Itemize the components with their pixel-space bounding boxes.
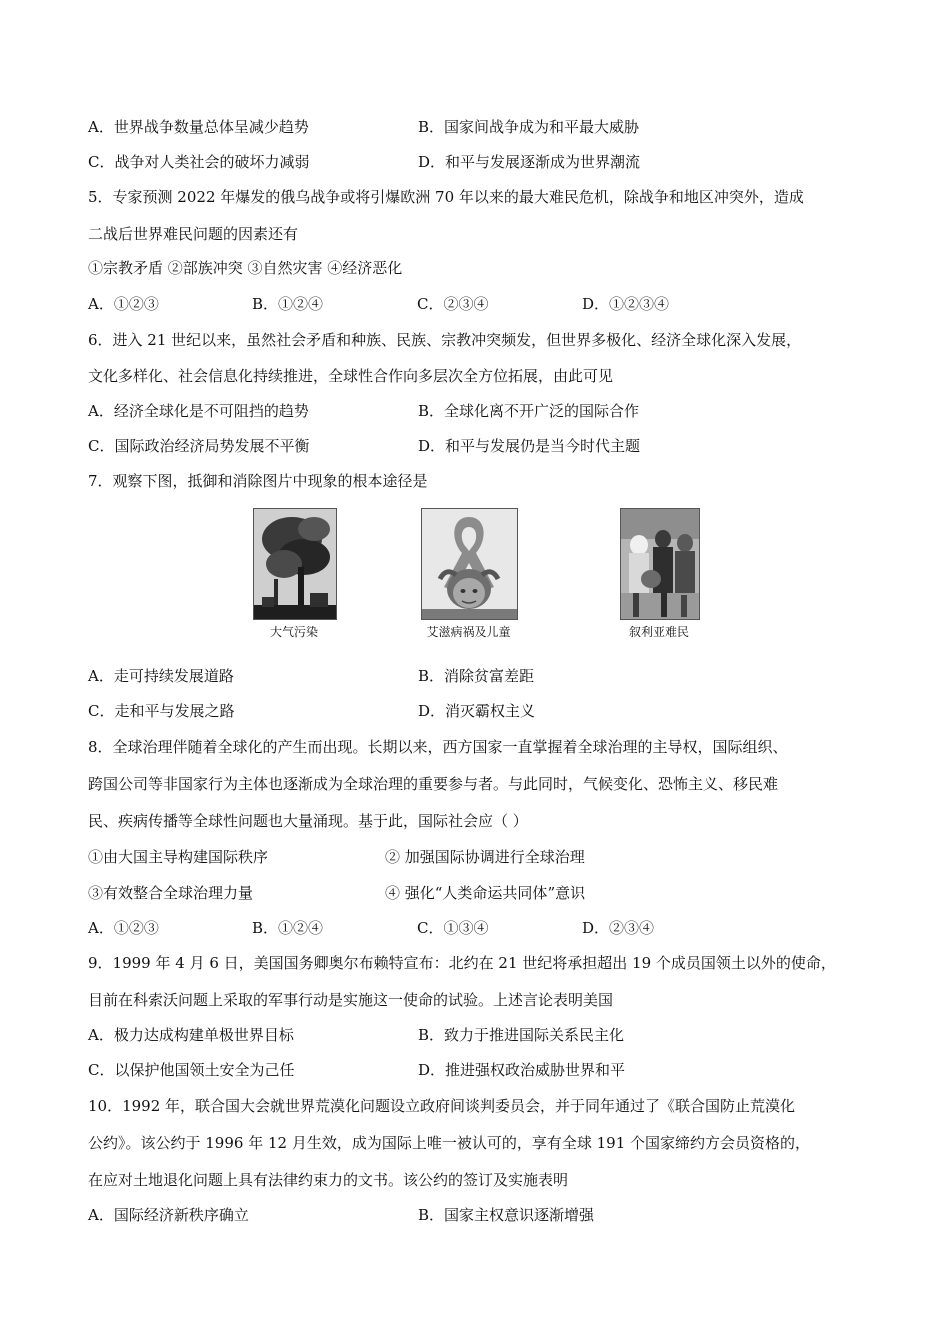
q7-stem: 7．观察下图，抵御和消除图片中现象的根本途径是	[88, 472, 428, 490]
photo-air-pollution	[253, 508, 337, 620]
q6-options-row-1	[88, 401, 640, 421]
photo-syrian-refugees	[620, 508, 700, 620]
q7-option-a: A．走可持续发展道路	[88, 667, 234, 685]
q5-items: ①宗教矛盾 ②部族冲突 ③自然灾害 ④经济恶化	[88, 259, 403, 277]
q6-option-a: A．经济全球化是不可阻挡的趋势	[88, 402, 309, 420]
q10-stem-line-2: 公约》。该公约于 1996 年 12 月生效，成为国际上唯一被认可的，享有全球 191 个国家缔约方会员资格的，	[88, 1134, 811, 1152]
q9-option-d: D．推进强权政治威胁世界和平	[418, 1061, 626, 1079]
q4-option-c: C．战争对人类社会的破坏力减弱	[88, 153, 310, 171]
q7-option-d: D．消灭霸权主义	[418, 702, 536, 720]
q5-stem-line-2: 二战后世界难民问题的因素还有	[88, 225, 299, 243]
q8-stem-line-1: 8．全球治理伴随着全球化的产生而出现。长期以来，西方国家一直掌握着全球治理的主导权，国际组织、	[88, 738, 788, 756]
q9-option-a: A．极力达成构建单极世界目标	[88, 1026, 294, 1044]
q6-option-c: C．国际政治经济局势发展不平衡	[88, 437, 310, 455]
q4-option-a: A．世界战争数量总体呈减少趋势	[88, 118, 309, 136]
q5-option-a: A．①②③	[88, 295, 159, 313]
q10-option-b: B．国家主权意识逐渐增强	[418, 1206, 595, 1224]
q6-options-row-2	[88, 436, 641, 456]
q8-option-c: C．①③④	[417, 919, 489, 937]
q6-option-b: B．全球化离不开广泛的国际合作	[418, 402, 640, 420]
q4-option-d: D．和平与发展逐渐成为世界潮流	[418, 153, 641, 171]
q8-option-b: B．①②④	[252, 919, 324, 937]
q7-option-b: B．消除贫富差距	[418, 667, 535, 685]
q10-options-row-1	[88, 1205, 595, 1225]
caption-aids-children: 艾滋病祸及儿童	[426, 625, 511, 639]
q7-option-c: C．走和平与发展之路	[88, 702, 235, 720]
q9-option-b: B．致力于推进国际关系民主化	[418, 1026, 625, 1044]
ribbon-child-illustration	[422, 509, 517, 619]
q6-stem-line-2: 文化多样化、社会信息化持续推进，全球性合作向多层次全方位拓展，由此可见	[88, 367, 614, 385]
q4-options-row-1	[88, 117, 640, 137]
q7-options-row-1	[88, 666, 535, 686]
q10-option-a: A．国际经济新秩序确立	[88, 1206, 249, 1224]
q8-option-d: D．②③④	[582, 919, 655, 937]
q8-item-4: ④ 强化“人类命运共同体”意识	[385, 884, 586, 902]
q10-stem-line-3: 在应对土地退化问题上具有法律约束力的文书。该公约的签订及实施表明	[88, 1171, 569, 1189]
q7-options-row-2	[88, 701, 536, 721]
refugees-illustration	[621, 509, 699, 619]
q8-stem-line-2: 跨国公司等非国家行为主体也逐渐成为全球治理的重要参与者。与此同时，气候变化、恐怖主义、移民难	[88, 775, 779, 793]
q8-item-2: ② 加强国际协调进行全球治理	[385, 848, 585, 866]
q8-items-row-1	[88, 847, 585, 867]
q5-option-c: C．②③④	[417, 295, 489, 313]
q9-options-row-2	[88, 1060, 626, 1080]
q5-stem-line-1: 5．专家预测 2022 年爆发的俄乌战争或将引爆欧洲 70 年以来的最大难民危机，除战争和地区冲突外，造成	[88, 188, 804, 206]
q9-stem-line-2: 目前在科索沃问题上采取的军事行动是实施这一使命的试验。上述言论表明美国	[88, 991, 614, 1009]
q9-option-c: C．以保护他国领土安全为己任	[88, 1061, 295, 1079]
caption-air-pollution: 大气污染	[269, 625, 318, 639]
q8-item-1: ①由大国主导构建国际秩序	[88, 848, 269, 866]
q8-items-row-2	[88, 883, 586, 903]
q6-stem-line-1: 6．进入 21 世纪以来，虽然社会矛盾和种族、民族、宗教冲突频发，但世界多极化、经济全球化深入发展，	[88, 331, 802, 349]
q4-option-b: B．国家间战争成为和平最大威胁	[418, 118, 640, 136]
q8-stem-line-3: 民、疾病传播等全球性问题也大量涌现。基于此，国际社会应（ ）	[88, 812, 528, 830]
q5-option-b: B．①②④	[252, 295, 324, 313]
photo-aids-children	[421, 508, 518, 620]
q5-option-d: D．①②③④	[582, 295, 670, 313]
q6-option-d: D．和平与发展仍是当今时代主题	[418, 437, 641, 455]
q4-options-row-2	[88, 152, 641, 172]
q9-stem-line-1: 9．1999 年 4 月 6 日，美国国务卿奥尔布赖特宣布：北约在 21 世纪将承担超出 19 个成员国领土以外的使命，	[88, 954, 836, 972]
smokestack-illustration	[254, 509, 336, 619]
q10-stem-line-1: 10．1992 年，联合国大会就世界荒漠化问题设立政府间谈判委员会，并于同年通过了《联合国防止荒漠化	[88, 1097, 796, 1115]
q8-option-a: A．①②③	[88, 919, 159, 937]
q8-item-3: ③有效整合全球治理力量	[88, 884, 254, 902]
caption-syrian-refugees: 叙利亚难民	[628, 625, 689, 639]
q9-options-row-1	[88, 1025, 625, 1045]
